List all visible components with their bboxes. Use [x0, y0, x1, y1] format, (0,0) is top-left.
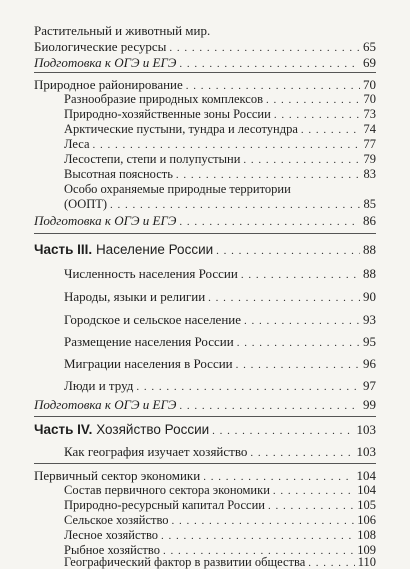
toc-entry-title: Лесостепи, степи и полупустыни — [64, 152, 241, 166]
toc-entry — [34, 24, 376, 37]
toc-entry — [64, 108, 376, 121]
toc-entry-title: Географический фактор в развитии общества — [64, 555, 306, 569]
toc-entry — [64, 357, 376, 371]
dot-leader — [136, 382, 360, 393]
dot-leader — [266, 95, 361, 106]
toc-entry — [64, 93, 376, 106]
toc-page-number: 86 — [363, 213, 376, 228]
dot-leader — [212, 426, 353, 437]
toc-entry-title: Рыбное хозяйство — [64, 543, 160, 557]
toc-part-heading — [34, 423, 376, 437]
toc-page-number: 79 — [363, 152, 376, 166]
toc-entry — [64, 123, 376, 136]
dot-leader — [161, 531, 354, 542]
toc-page-number: 83 — [363, 167, 376, 181]
toc-entry-title: Городское и сельское население — [64, 312, 242, 327]
toc-entry — [64, 290, 376, 304]
section-divider — [34, 416, 376, 417]
dot-leader — [241, 270, 360, 281]
dot-leader — [237, 338, 360, 349]
dot-leader — [179, 401, 360, 412]
toc-entry-title: (ООПТ) — [64, 197, 108, 211]
toc-page-number: 97 — [363, 378, 376, 393]
dot-leader — [179, 217, 360, 228]
toc-entry-title: Высотная поясность — [64, 167, 173, 181]
toc-entry — [64, 556, 376, 569]
toc-page-number: 106 — [357, 513, 376, 527]
toc-entry-title: Подготовка к ОГЭ и ЕГЭ — [34, 55, 177, 70]
toc-page-number: 85 — [363, 197, 376, 211]
toc-entry — [64, 198, 376, 211]
toc-entry — [64, 379, 376, 393]
toc-entry — [64, 335, 376, 349]
toc-entry — [64, 445, 376, 459]
toc-page-number: 95 — [363, 334, 376, 349]
toc-page-number: 103 — [356, 444, 376, 459]
toc-entry — [34, 40, 376, 54]
toc-page-number: 77 — [363, 137, 376, 151]
toc-page-number: 99 — [363, 397, 376, 412]
toc-page-number: 108 — [357, 528, 376, 542]
dot-leader — [169, 43, 360, 54]
dot-leader — [172, 516, 355, 527]
dot-leader — [176, 170, 361, 181]
toc-entry-title: Миграции населения в России — [64, 356, 233, 371]
dot-leader — [179, 59, 360, 70]
toc-entry — [64, 514, 376, 527]
toc-entry-title: Особо охраняемые природные территории — [64, 182, 291, 196]
toc-page-number: 70 — [363, 77, 376, 92]
dot-leader — [243, 155, 360, 166]
toc-page-number: 90 — [363, 289, 376, 304]
toc-entry — [34, 214, 376, 228]
dot-leader — [273, 486, 354, 497]
toc-entry — [64, 153, 376, 166]
toc-entry-title: Как география изучает хозяйство — [64, 444, 248, 459]
toc-page-number: 105 — [357, 498, 376, 512]
toc-entry-title: Растительный и животный мир. — [34, 23, 211, 38]
dot-leader — [186, 81, 360, 92]
toc-entry-title: Природно-ресурсный капитал России — [64, 498, 265, 512]
toc-page-number: 65 — [363, 39, 376, 54]
section-divider — [34, 233, 376, 234]
dot-leader — [308, 558, 354, 569]
toc-entry — [64, 484, 376, 497]
toc-page-number: 110 — [357, 555, 376, 569]
toc-entry-title: Первичный сектор экономики — [34, 468, 201, 483]
toc-entry-title: Разнообразие природных комплексов — [64, 92, 263, 106]
part-title: Хозяйство России — [96, 422, 210, 437]
toc-entry — [64, 499, 376, 512]
dot-leader — [208, 293, 360, 304]
dot-leader — [274, 110, 361, 121]
toc-entry — [64, 267, 376, 281]
toc-page-number: 73 — [363, 107, 376, 121]
toc-page-number: 104 — [357, 483, 376, 497]
toc-entry — [64, 183, 376, 196]
toc-entry-title: Народы, языки и религии — [64, 289, 206, 304]
toc-entry — [34, 78, 376, 92]
dot-leader — [250, 448, 353, 459]
toc-entry — [34, 398, 376, 412]
toc-page-number: 104 — [356, 468, 376, 483]
part-number: Часть III. — [34, 242, 93, 257]
dot-leader — [301, 125, 361, 136]
toc-entry — [64, 168, 376, 181]
dot-leader — [268, 501, 354, 512]
section-divider — [34, 72, 376, 73]
toc-entry — [64, 138, 376, 151]
toc-entry — [64, 529, 376, 542]
toc-entry — [34, 56, 376, 70]
toc-page-number: 70 — [363, 92, 376, 106]
toc-page-number: 69 — [363, 55, 376, 70]
toc-entry-title: Состав первичного сектора экономики — [64, 483, 270, 497]
section-divider — [34, 463, 376, 464]
dot-leader — [110, 200, 360, 211]
toc-page-number: 88 — [363, 266, 376, 281]
dot-leader — [216, 246, 360, 257]
toc-entry-title: Леса — [64, 137, 90, 151]
toc-entry-title: Сельское хозяйство — [64, 513, 169, 527]
toc-page-number: 109 — [357, 543, 376, 557]
toc-entry-title: Природно-хозяйственные зоны России — [64, 107, 271, 121]
dot-leader — [236, 360, 360, 371]
toc-entry-title: Численность населения России — [64, 266, 238, 281]
toc-entry-title: Размещение населения России — [64, 334, 234, 349]
toc-entry-title: Арктические пустыни, тундра и лесотундра — [64, 122, 298, 136]
toc-page-number: 93 — [363, 312, 376, 327]
toc-part-heading — [34, 243, 376, 257]
toc-entry-title: Подготовка к ОГЭ и ЕГЭ — [34, 213, 177, 228]
toc-part-title — [34, 243, 213, 257]
dot-leader — [93, 140, 361, 151]
toc-entry-title: Лесное хозяйство — [64, 528, 159, 542]
toc-part-title — [34, 423, 209, 437]
toc-page-number: 96 — [363, 356, 376, 371]
toc-page-number: 74 — [363, 122, 376, 136]
toc-page-number: 103 — [356, 422, 376, 437]
part-number: Часть IV. — [34, 422, 93, 437]
toc-entry — [34, 469, 376, 483]
toc-entry-title: Биологические ресурсы — [34, 39, 167, 54]
toc-entry — [64, 313, 376, 327]
toc-entry-title: Люди и труд — [64, 378, 134, 393]
toc-entry-title: Подготовка к ОГЭ и ЕГЭ — [34, 397, 177, 412]
toc-entry-title: Природное районирование — [34, 77, 183, 92]
part-title: Население России — [95, 242, 214, 257]
dot-leader — [203, 472, 353, 483]
toc-page-number: 88 — [363, 242, 376, 257]
dot-leader — [244, 316, 360, 327]
